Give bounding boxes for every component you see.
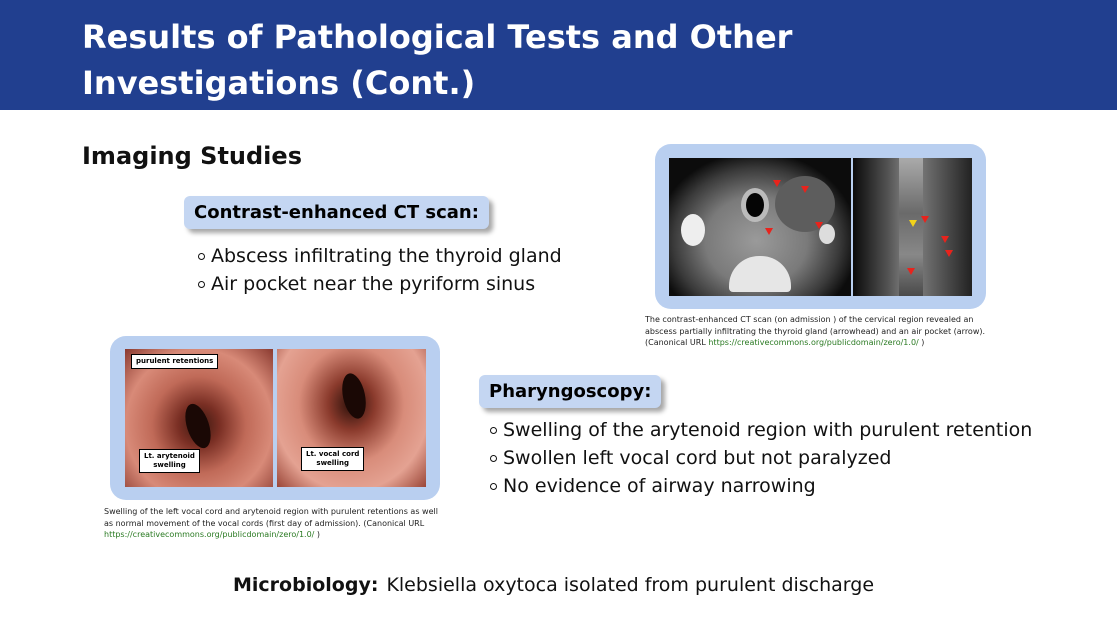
ct-image-caption bbox=[645, 314, 990, 349]
ct-sagittal-image bbox=[853, 158, 972, 296]
arrow-marker-icon bbox=[909, 220, 917, 227]
caption-text: Swelling of the left vocal cord and arytenoid region with purulent retentions as well as normal movement of the vocal cords (first day of admission). (Canonical URL bbox=[104, 507, 438, 528]
arrowhead-marker-icon bbox=[815, 222, 823, 229]
arrowhead-marker-icon bbox=[921, 216, 929, 223]
pharyngoscopy-image-frame bbox=[110, 336, 440, 500]
pharyngoscopy-label: Pharyngoscopy: bbox=[479, 375, 661, 408]
purulent-retentions-label: purulent retentions bbox=[131, 354, 218, 369]
caption-text-end: ) bbox=[918, 338, 925, 347]
microbiology-label: Microbiology: bbox=[233, 574, 379, 596]
list-item bbox=[490, 416, 1032, 444]
arytenoid-swelling-label: Lt. arytenoid swelling bbox=[139, 449, 200, 473]
list-item bbox=[198, 242, 562, 270]
bullet-icon bbox=[198, 253, 205, 260]
bullet-text: Abscess infiltrating the thyroid gland bbox=[211, 245, 562, 267]
microbiology-text: Klebsiella oxytoca isolated from purulent discharge bbox=[386, 574, 875, 596]
pharyngoscopy-right-image bbox=[277, 349, 426, 487]
bullet-text: No evidence of airway narrowing bbox=[503, 475, 816, 497]
arrowhead-marker-icon bbox=[801, 186, 809, 193]
bullet-text: Swollen left vocal cord but not paralyzed bbox=[503, 447, 892, 469]
section-title-imaging: Imaging Studies bbox=[82, 142, 302, 170]
bullet-icon bbox=[490, 483, 497, 490]
pharyngoscopy-findings-list bbox=[490, 416, 1032, 500]
list-item bbox=[490, 444, 1032, 472]
ct-image-frame bbox=[655, 144, 986, 309]
pharyngoscopy-left-image bbox=[125, 349, 273, 487]
ct-findings-list bbox=[198, 242, 562, 298]
list-item bbox=[198, 270, 562, 298]
slide-title: Results of Pathological Tests and Other Investigations (Cont.) bbox=[82, 18, 793, 102]
microbiology-result bbox=[233, 574, 874, 596]
caption-link[interactable]: https://creativecommons.org/publicdomain/zero/1.0/ bbox=[104, 530, 315, 539]
vocal-cord-swelling-label: Lt. vocal cord swelling bbox=[301, 447, 364, 471]
ct-scan-label: Contrast-enhanced CT scan: bbox=[184, 196, 489, 229]
bullet-icon bbox=[490, 427, 497, 434]
list-item bbox=[490, 472, 1032, 500]
bullet-text: Swelling of the arytenoid region with purulent retention bbox=[503, 419, 1033, 441]
bullet-icon bbox=[490, 455, 497, 462]
bullet-text: Air pocket near the pyriform sinus bbox=[211, 273, 536, 295]
caption-text: The contrast-enhanced CT scan (on admission ) of the cervical region revealed an abscess partially infiltrating the thyroid gland (arrowhead) and an air pocket (arrow). (Canonical URL bbox=[645, 315, 986, 347]
ct-axial-image bbox=[669, 158, 851, 296]
caption-text-end: ) bbox=[314, 530, 321, 539]
caption-link[interactable]: https://creativecommons.org/publicdomain/zero/1.0/ bbox=[708, 338, 919, 347]
arrowhead-marker-icon bbox=[773, 180, 781, 187]
arrowhead-marker-icon bbox=[945, 250, 953, 257]
arrowhead-marker-icon bbox=[907, 268, 915, 275]
arrowhead-marker-icon bbox=[765, 228, 773, 235]
pharyngoscopy-image-caption bbox=[104, 506, 444, 541]
arrowhead-marker-icon bbox=[941, 236, 949, 243]
bullet-icon bbox=[198, 281, 205, 288]
title-banner bbox=[0, 0, 1117, 110]
